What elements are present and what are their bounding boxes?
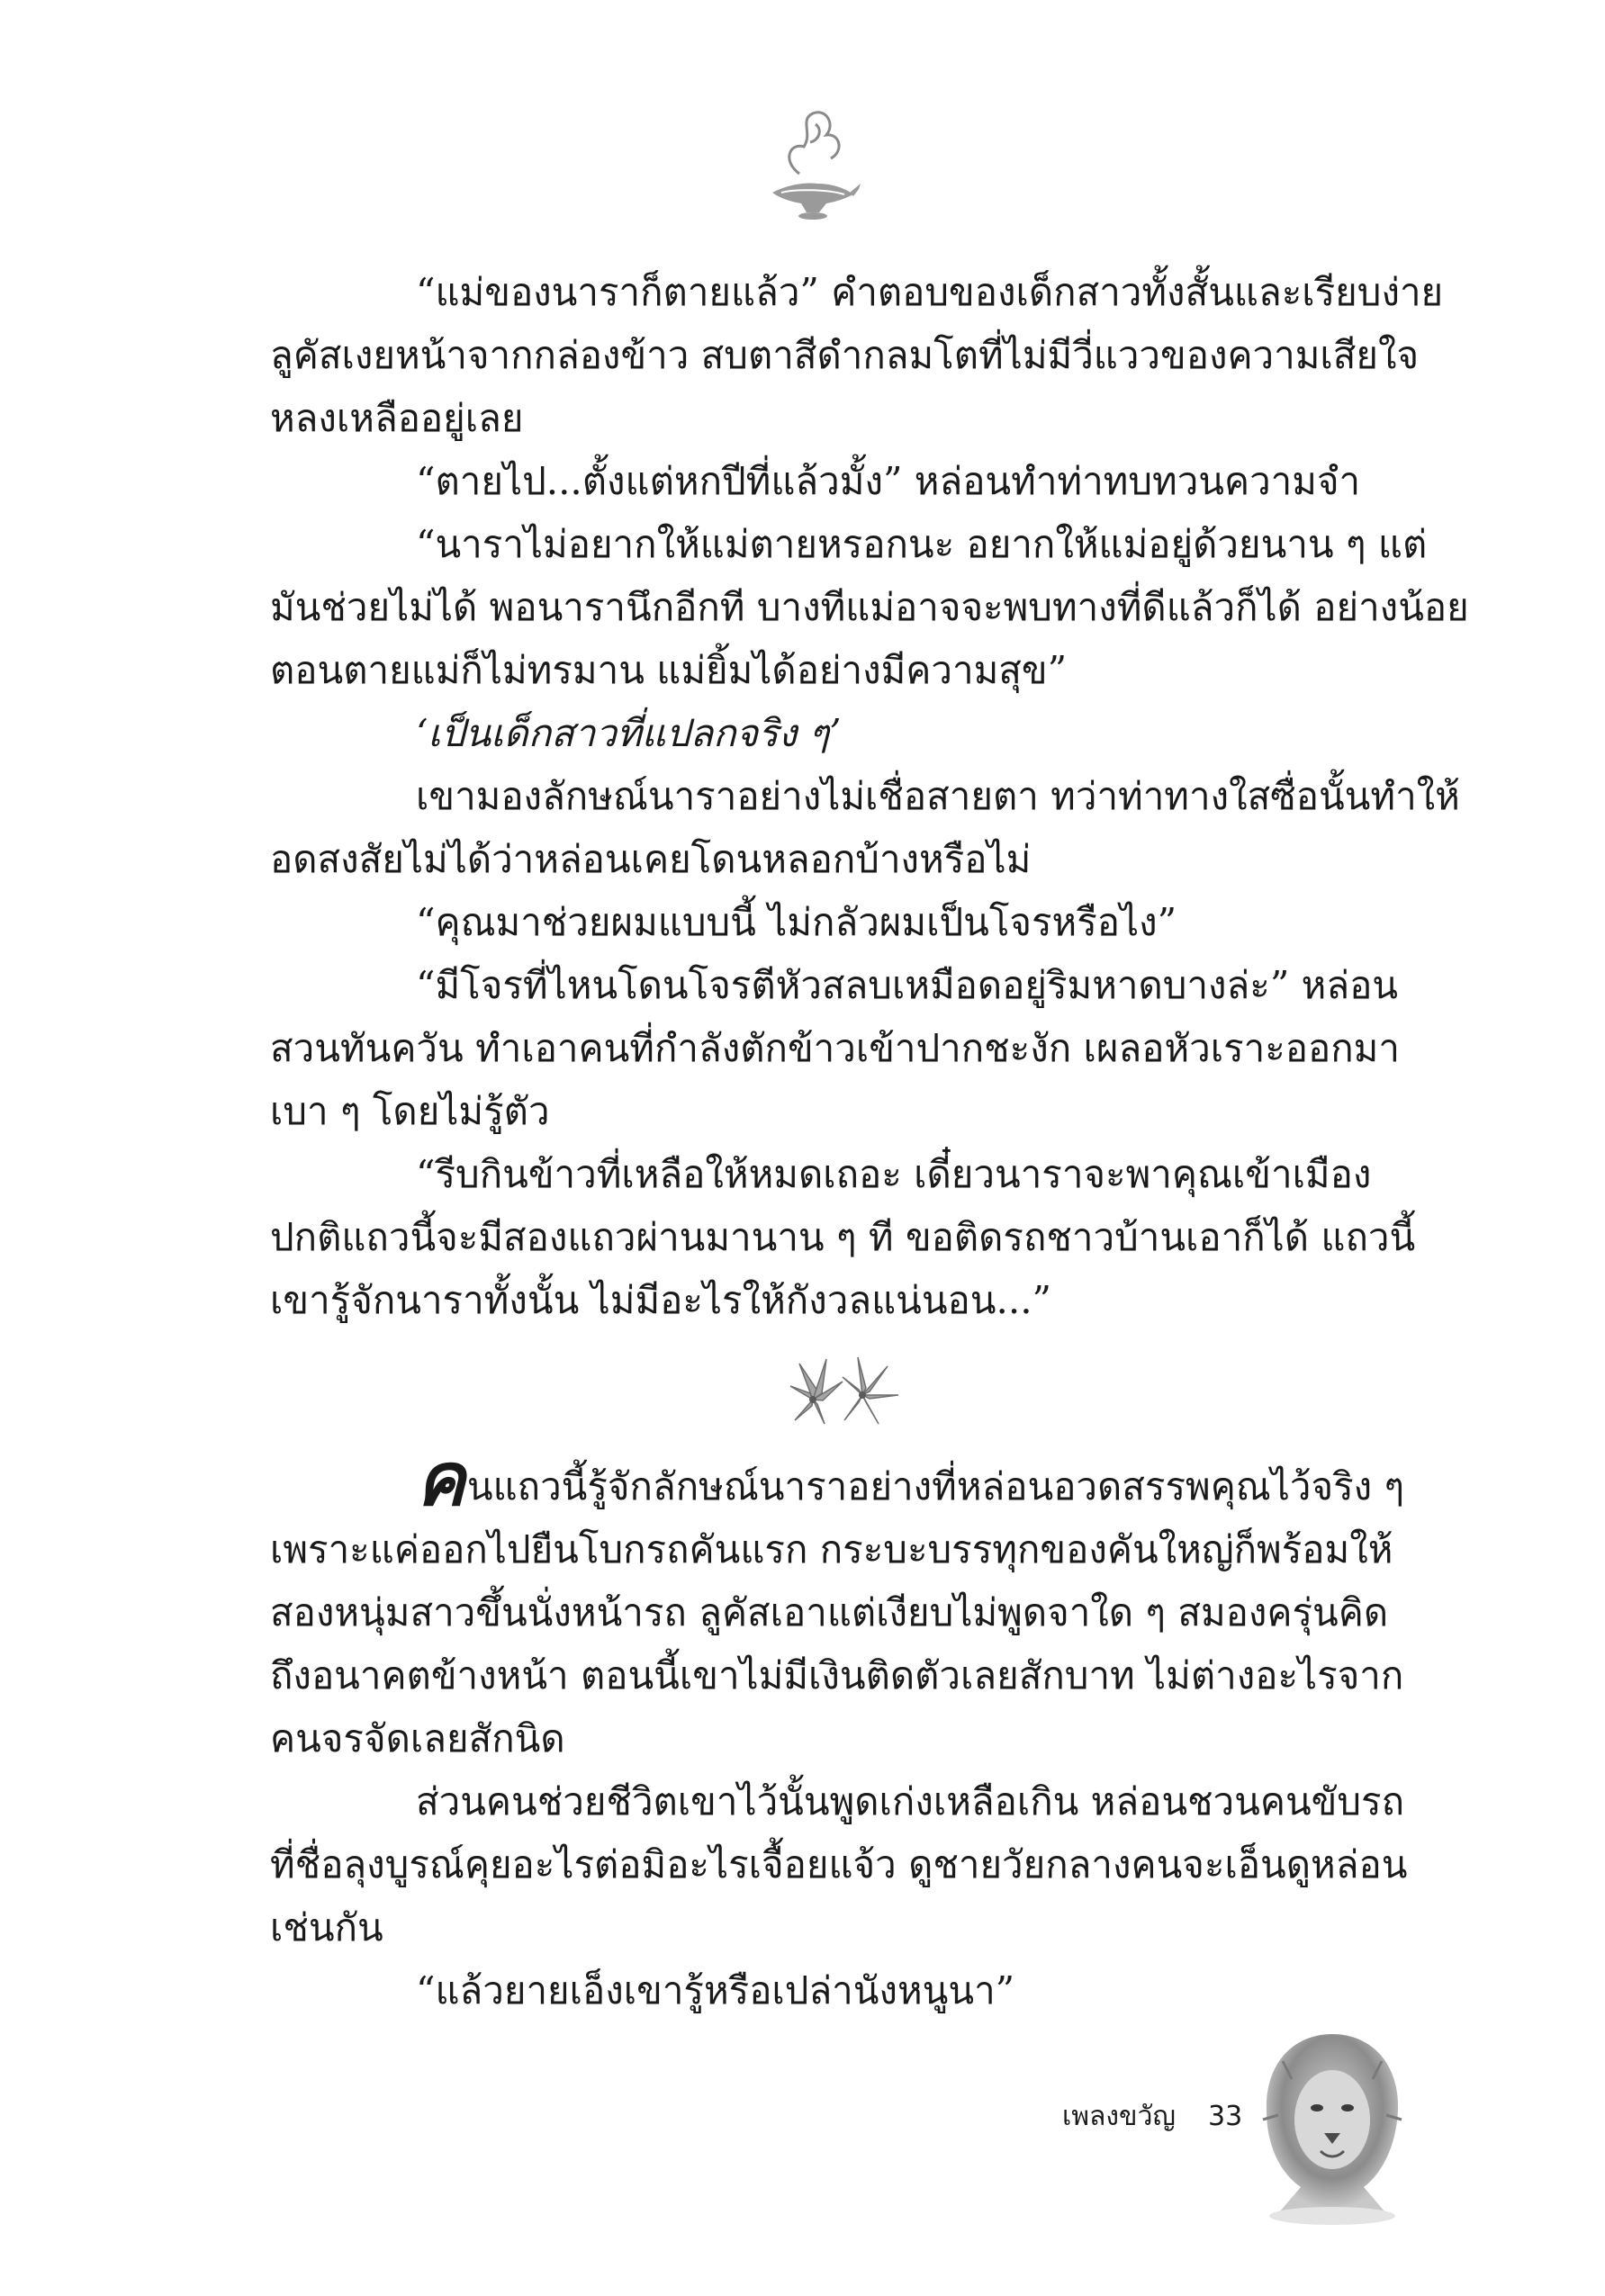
paragraph-line: “แล้วยายเอ็งเขารู้หรือเปล่านังหนูนา”	[416, 1968, 1015, 2012]
lion-icon	[1256, 2025, 1409, 2232]
paragraph-line: “นาราไม่อยากให้แม่ตายหรอกนะ อยากให้แม่อยู่ด้วยนาน ๆ แต่	[416, 522, 1428, 566]
paragraph-line: สวนทันควัน ทำเอาคนที่กำลังตักข้าวเข้าปากชะงัก เผลอหัวเราะออกมา	[270, 1026, 1400, 1070]
paragraph-line: ถึงอนาคตข้างหน้า ตอนนี้เขาไม่มีเงินติดตัวเลยสักบาท ไม่ต่างอะไรจาก	[270, 1653, 1404, 1697]
text-block-1	[270, 261, 1469, 1332]
paragraph-line: มันช่วยไม่ได้ พอนารานึกอีกที บางทีแม่อาจจะพบทางที่ดีแล้วก็ได้ อย่างน้อย	[270, 585, 1469, 629]
paragraph-line: เขารู้จักนาราทั้งนั้น ไม่มีอะไรให้กังวลแน่นอน...”	[270, 1278, 1052, 1322]
paragraph-line: ตอนตายแม่ก็ไม่ทรมาน แม่ยิ้มได้อย่างมีความสุข”	[270, 648, 1068, 692]
paragraph-line: ที่ชื่อลุงบูรณ์คุยอะไรต่อมิอะไรเจื้อยแจ้ว ดูชายวัยกลางคนจะเอ็นดูหล่อน	[270, 1842, 1408, 1886]
paragraph-line: เบา ๆ โดยไม่รู้ตัว	[270, 1089, 550, 1133]
paragraph-line-rest: นแถวนี้รู้จักลักษณ์นาราอย่างที่หล่อนอวดสรรพคุณไว้จริง ๆ	[466, 1464, 1405, 1508]
paragraph-line: เพราะแค่ออกไปยืนโบกรถคันแรก กระบะบรรทุกของคันใหญ่ก็พร้อมให้	[270, 1527, 1393, 1571]
paragraph-line: “คุณมาช่วยผมแบบนี้ ไม่กลัวผมเป็นโจรหรือไง”	[416, 900, 1177, 944]
page-footer	[1062, 2095, 1242, 2138]
paragraph-line: ส่วนคนช่วยชีวิตเขาไว้นั้นพูดเก่งเหลือเกิน หล่อนชวนคนขับรถ	[416, 1779, 1405, 1823]
paragraph-line: “มีโจรที่ไหนโดนโจรตีหัวสลบเหมือดอยู่ริมหาดบางล่ะ” หล่อน	[416, 963, 1399, 1007]
paragraph-line: ลูคัสเงยหน้าจากกล่องข้าว สบตาสีดำกลมโตที่ไม่มีวี่แววของความเสียใจ	[270, 333, 1420, 377]
text-block-2	[270, 1437, 1413, 2022]
magic-lamp-icon	[763, 106, 862, 223]
page-number: 33	[1207, 2101, 1243, 2132]
paragraph-line: ปกติแถวนี้จะมีสองแถวผ่านมานาน ๆ ที ขอติดรถชาวบ้านเอาก็ได้ แถวนี้	[270, 1215, 1416, 1259]
paragraph-line: ‘เป็นเด็กสาวที่แปลกจริง ๆ’	[416, 711, 842, 755]
paragraph-line: หลงเหลืออยู่เลย	[270, 396, 524, 440]
paragraph-line: คนจรจัดเลยสักนิด	[270, 1716, 565, 1760]
lily-flower-icon	[772, 1350, 907, 1436]
paragraph-line: เขามองลักษณ์นาราอย่างไม่เชื่อสายตา ทว่าท่าทางใสซื่อนั้นทำให้	[416, 774, 1460, 818]
paragraph-line: สองหนุ่มสาวขึ้นนั่งหน้ารถ ลูคัสเอาแต่เงียบไม่พูดจาใด ๆ สมองครุ่นคิด	[270, 1590, 1389, 1634]
paragraph-line: “ตายไป...ตั้งแต่หกปีที่แล้วมั้ง” หล่อนทำท่าทบทวนความจำ	[416, 459, 1361, 503]
paragraph-line	[270, 1437, 1413, 1523]
paragraph-line: เช่นกัน	[270, 1905, 383, 1949]
paragraph-line: อดสงสัยไม่ได้ว่าหล่อนเคยโดนหลอกบ้างหรือไม่	[270, 837, 1032, 881]
paragraph-line: “แม่ของนาราก็ตายแล้ว” คำตอบของเด็กสาวทั้งสั้นและเรียบง่าย	[416, 270, 1444, 314]
drop-cap: ค	[416, 1437, 465, 1523]
book-title: เพลงขวัญ	[1062, 2101, 1176, 2132]
paragraph-line: “รีบกินข้าวที่เหลือให้หมดเถอะ เดี๋ยวนาราจะพาคุณเข้าเมือง	[416, 1152, 1372, 1196]
